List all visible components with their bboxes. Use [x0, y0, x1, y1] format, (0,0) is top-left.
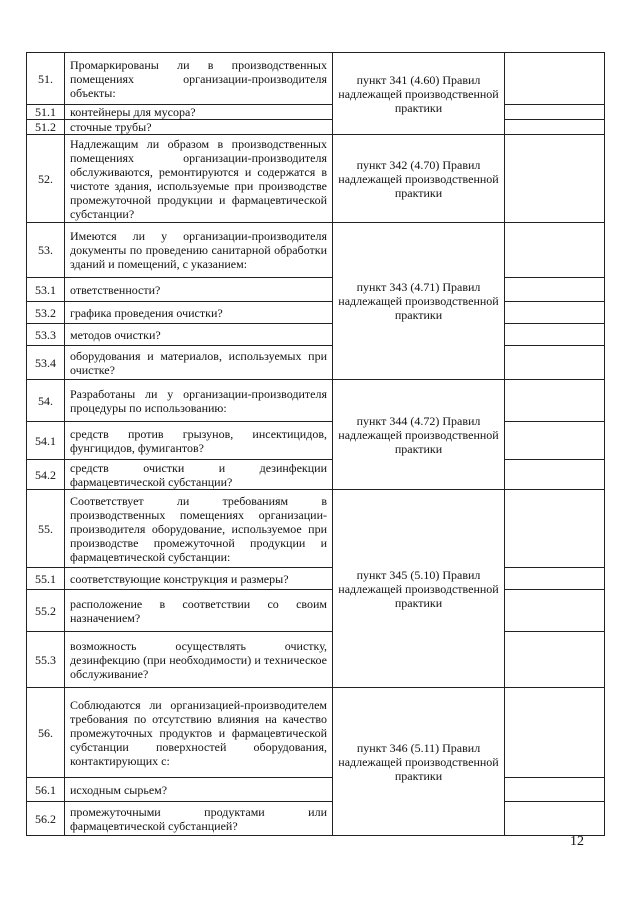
answer-cell[interactable]	[505, 422, 605, 460]
answer-cell[interactable]	[505, 120, 605, 135]
answer-cell[interactable]	[505, 460, 605, 490]
reference-cell: пункт 342 (4.70) Правил надлежащей производственной практики	[333, 135, 505, 223]
table-row	[27, 223, 605, 278]
row-number: 56.2	[27, 802, 65, 836]
row-number: 53.1	[27, 278, 65, 302]
row-number: 54.1	[27, 422, 65, 460]
table-row	[27, 802, 605, 836]
row-number: 54.	[27, 380, 65, 422]
answer-cell[interactable]	[505, 278, 605, 302]
question-text: исходным сырьем?	[65, 778, 333, 802]
checklist-table	[26, 52, 605, 836]
answer-cell[interactable]	[505, 223, 605, 278]
table-row	[27, 460, 605, 490]
row-number: 54.2	[27, 460, 65, 490]
question-text: Разработаны ли у организации-производителя процедуры по использованию:	[65, 380, 333, 422]
table-row	[27, 278, 605, 302]
table-row	[27, 324, 605, 346]
question-text: Надлежащим ли образом в производственных помещениях организации-производителя обслуживаются, ремонтируются и содержатся в чистоте здания, используемые при производстве промежуточной продукции и фармацевтической субстанции?	[65, 135, 333, 223]
reference-cell: пункт 343 (4.71) Правил надлежащей производственной практики	[333, 223, 505, 380]
table-row	[27, 422, 605, 460]
question-text: контейнеры для мусора?	[65, 105, 333, 120]
row-number: 51.2	[27, 120, 65, 135]
answer-cell[interactable]	[505, 380, 605, 422]
answer-cell[interactable]	[505, 302, 605, 324]
table-row	[27, 568, 605, 590]
answer-cell[interactable]	[505, 802, 605, 836]
answer-cell[interactable]	[505, 688, 605, 778]
table-row	[27, 490, 605, 568]
page-number: 12	[570, 834, 584, 849]
row-number: 53.3	[27, 324, 65, 346]
question-text: оборудования и материалов, используемых при очистке?	[65, 346, 333, 380]
table-row	[27, 135, 605, 223]
table-row	[27, 632, 605, 688]
question-text: графика проведения очистки?	[65, 302, 333, 324]
answer-cell[interactable]	[505, 632, 605, 688]
table-row	[27, 590, 605, 632]
answer-cell[interactable]	[505, 778, 605, 802]
row-number: 51.1	[27, 105, 65, 120]
reference-cell: пункт 344 (4.72) Правил надлежащей производственной практики	[333, 380, 505, 490]
reference-cell: пункт 345 (5.10) Правил надлежащей производственной практики	[333, 490, 505, 688]
answer-cell[interactable]	[505, 324, 605, 346]
answer-cell[interactable]	[505, 105, 605, 120]
row-number: 53.2	[27, 302, 65, 324]
row-number: 55.3	[27, 632, 65, 688]
question-text: ответственности?	[65, 278, 333, 302]
table-row	[27, 105, 605, 120]
question-text: Соблюдаются ли организацией-производителем требования по отсутствию влияния на качество промежуточных продуктов и фармацевтической субстанции поверхностей оборудования, контактирующих с:	[65, 688, 333, 778]
question-text: Промаркированы ли в производственных помещениях организации-производителя объекты:	[65, 53, 333, 105]
table-row	[27, 778, 605, 802]
row-number: 53.	[27, 223, 65, 278]
table-row	[27, 380, 605, 422]
table-row	[27, 120, 605, 135]
row-number: 53.4	[27, 346, 65, 380]
table-row	[27, 302, 605, 324]
question-text: промежуточными продуктами или фармацевтической субстанцией?	[65, 802, 333, 836]
question-text: соответствующие конструкция и размеры?	[65, 568, 333, 590]
question-text: средств очистки и дезинфекции фармацевтической субстанции?	[65, 460, 333, 490]
row-number: 52.	[27, 135, 65, 223]
answer-cell[interactable]	[505, 490, 605, 568]
row-number: 51.	[27, 53, 65, 105]
answer-cell[interactable]	[505, 568, 605, 590]
row-number: 55.	[27, 490, 65, 568]
row-number: 56.	[27, 688, 65, 778]
question-text: Соответствует ли требованиям в производственных помещениях организации-производителя оборудование, используемое при производстве промежуточной продукции и фармацевтической субстанции:	[65, 490, 333, 568]
reference-cell: пункт 346 (5.11) Правил надлежащей производственной практики	[333, 688, 505, 836]
answer-cell[interactable]	[505, 590, 605, 632]
row-number: 56.1	[27, 778, 65, 802]
answer-cell[interactable]	[505, 346, 605, 380]
question-text: Имеются ли у организации-производителя документы по проведению санитарной обработки зданий и помещений, с указанием:	[65, 223, 333, 278]
question-text: расположение в соответствии со своим назначением?	[65, 590, 333, 632]
row-number: 55.2	[27, 590, 65, 632]
question-text: сточные трубы?	[65, 120, 333, 135]
table-row	[27, 688, 605, 778]
table-row	[27, 346, 605, 380]
question-text: методов очистки?	[65, 324, 333, 346]
table-row	[27, 53, 605, 105]
answer-cell[interactable]	[505, 53, 605, 105]
answer-cell[interactable]	[505, 135, 605, 223]
question-text: средств против грызунов, инсектицидов, фунгицидов, фумигантов?	[65, 422, 333, 460]
reference-cell: пункт 341 (4.60) Правил надлежащей производственной практики	[333, 53, 505, 135]
row-number: 55.1	[27, 568, 65, 590]
question-text: возможность осуществлять очистку, дезинфекцию (при необходимости) и техническое обслуживание?	[65, 632, 333, 688]
